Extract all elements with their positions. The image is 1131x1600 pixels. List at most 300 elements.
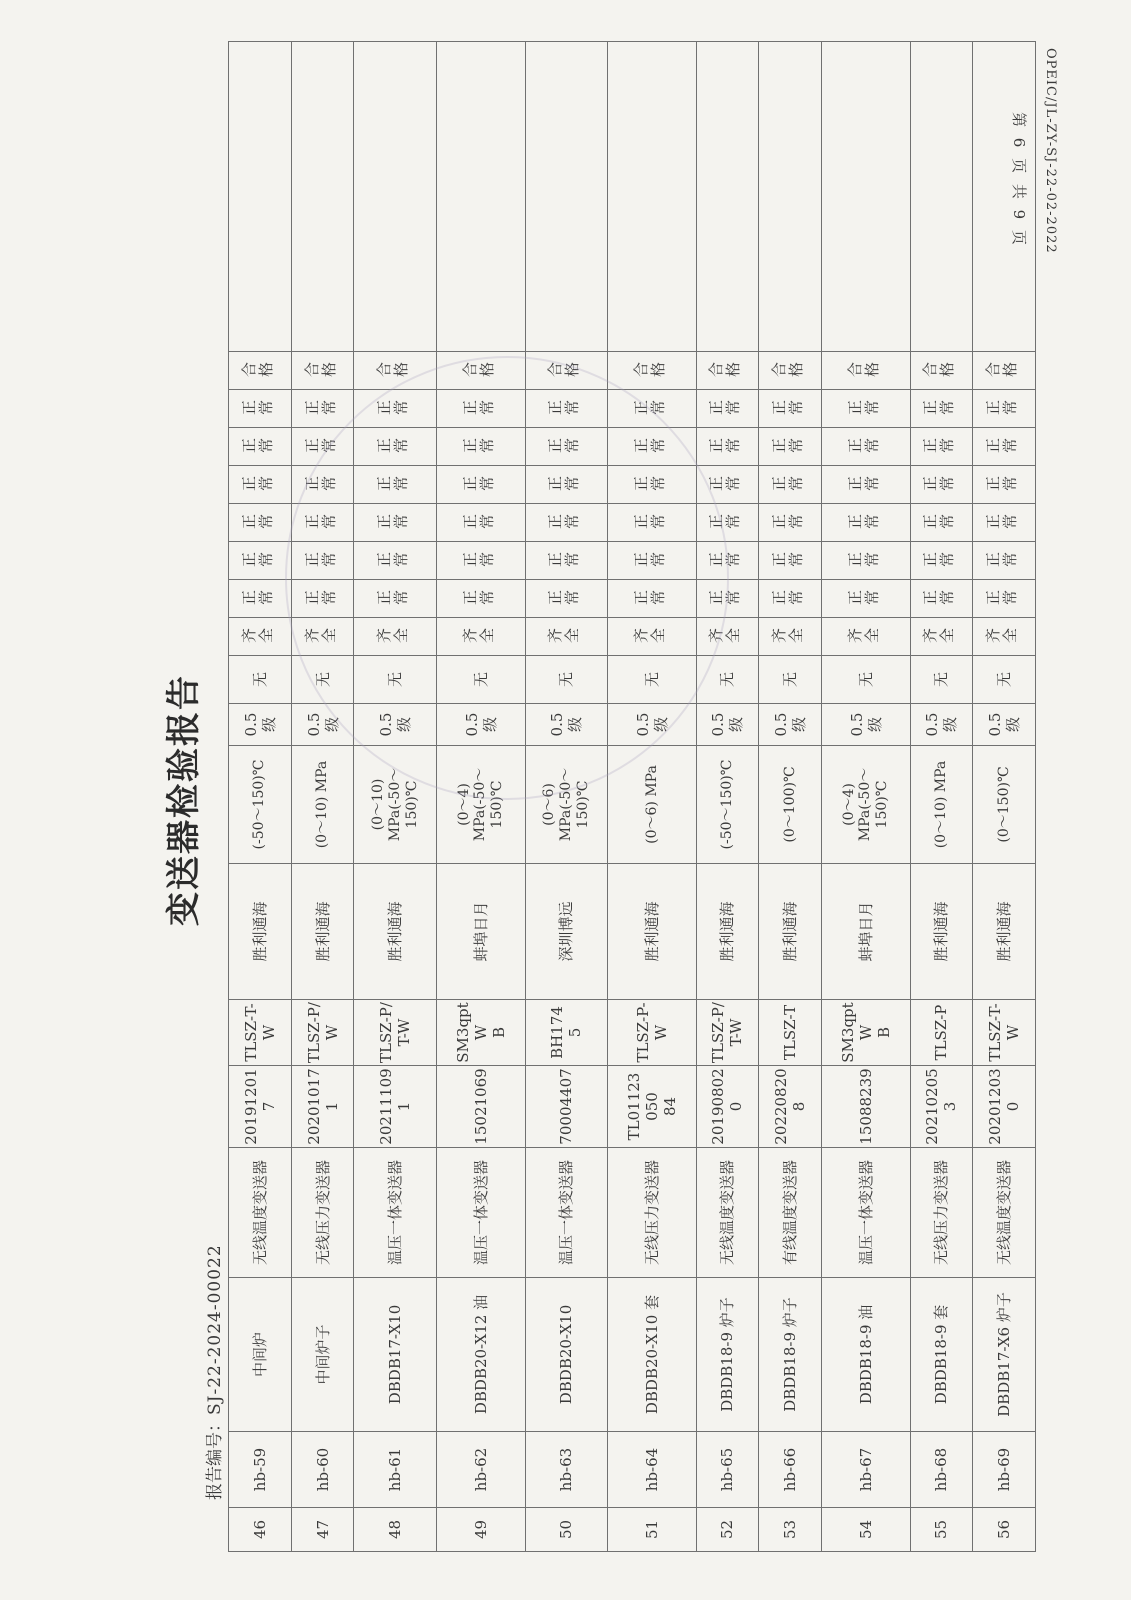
check-item xyxy=(525,390,608,428)
blank-cell xyxy=(608,42,696,352)
check-item-text: 正常 xyxy=(240,589,275,607)
check-item xyxy=(822,542,910,580)
check-item xyxy=(354,542,437,580)
install-location: DBDB17-X10 xyxy=(354,1278,437,1432)
check-item xyxy=(525,504,608,542)
check-item-text: 正常 xyxy=(708,513,743,531)
explosion-label: 无 xyxy=(437,656,525,704)
inspection-result xyxy=(910,352,973,390)
check-item xyxy=(525,618,608,656)
check-item-text: 正常 xyxy=(303,475,338,493)
check-item xyxy=(973,504,1036,542)
check-item xyxy=(437,580,525,618)
inspection-result xyxy=(759,352,822,390)
check-item-text: 正常 xyxy=(461,513,496,531)
explosion-label: 无 xyxy=(291,656,354,704)
install-location: DBDB17-X6 炉子 xyxy=(973,1278,1036,1432)
instrument-name: 无线温度变送器 xyxy=(229,1148,292,1278)
check-item xyxy=(291,504,354,542)
tag-number: hb-67 xyxy=(822,1432,910,1508)
check-item xyxy=(696,390,759,428)
check-item xyxy=(354,428,437,466)
install-location: DBDB20-X10 xyxy=(525,1278,608,1432)
manufacturer: 蚌埠日月 xyxy=(822,864,910,1000)
instrument-name: 温压一体变送器 xyxy=(822,1148,910,1278)
check-item-text: 正常 xyxy=(240,399,275,417)
check-item-text: 正常 xyxy=(846,513,881,531)
inspection-result xyxy=(696,352,759,390)
model-spec: SM3qptW B xyxy=(822,1000,910,1066)
check-item-text: 齐全 xyxy=(708,627,743,645)
row-number: 51 xyxy=(608,1508,696,1552)
check-item xyxy=(229,428,292,466)
model-spec: TLSZ-T- W xyxy=(973,1000,1036,1066)
check-item xyxy=(608,580,696,618)
check-item xyxy=(822,504,910,542)
manufacturer: 深圳博远 xyxy=(525,864,608,1000)
check-item xyxy=(608,428,696,466)
report-number-value: SJ-22-2024-00022 xyxy=(205,1244,225,1415)
measuring-range: (0～150)℃ xyxy=(973,746,1036,864)
check-item-text: 正常 xyxy=(771,475,806,493)
check-item-text: 正常 xyxy=(547,399,582,417)
table-row xyxy=(525,42,608,1552)
check-item xyxy=(822,618,910,656)
inspection-result-text: 合格 xyxy=(985,361,1020,379)
measuring-range: (0～100)℃ xyxy=(759,746,822,864)
check-item xyxy=(696,504,759,542)
table-row xyxy=(608,42,696,1552)
inspection-result-text: 合格 xyxy=(376,361,411,379)
serial-number: 202102053 xyxy=(910,1066,973,1148)
tag-number: hb-65 xyxy=(696,1432,759,1508)
check-item-text: 正常 xyxy=(376,551,411,569)
check-item-text: 正常 xyxy=(461,437,496,455)
model-spec: SM3qptW B xyxy=(437,1000,525,1066)
blank-cell xyxy=(229,42,292,352)
check-item xyxy=(229,390,292,428)
inspection-result-text: 合格 xyxy=(922,361,957,379)
check-item-text: 正常 xyxy=(547,551,582,569)
check-item xyxy=(696,466,759,504)
check-item xyxy=(910,542,973,580)
table-body xyxy=(229,42,1036,1552)
check-item xyxy=(973,428,1036,466)
check-item-text: 正常 xyxy=(771,551,806,569)
check-item xyxy=(910,504,973,542)
install-location: DBDB20-X10 套 xyxy=(608,1278,696,1432)
check-item-text: 正常 xyxy=(376,475,411,493)
check-item xyxy=(291,542,354,580)
check-item xyxy=(229,542,292,580)
inspection-result xyxy=(437,352,525,390)
manufacturer: 胜利通海 xyxy=(973,864,1036,1000)
manufacturer: 胜利通海 xyxy=(696,864,759,1000)
check-item-text: 齐全 xyxy=(303,627,338,645)
row-number: 56 xyxy=(973,1508,1036,1552)
check-item xyxy=(696,618,759,656)
table-row xyxy=(437,42,525,1552)
model-spec: TLSZ-T xyxy=(759,1000,822,1066)
inspection-result-text: 合格 xyxy=(547,361,582,379)
check-item-text: 正常 xyxy=(985,475,1020,493)
check-item xyxy=(354,390,437,428)
model-spec: TLSZ-P/ T-W xyxy=(696,1000,759,1066)
check-item-text: 正常 xyxy=(708,437,743,455)
check-item xyxy=(291,618,354,656)
check-item-text: 正常 xyxy=(771,589,806,607)
check-item xyxy=(229,618,292,656)
check-item xyxy=(291,466,354,504)
check-item xyxy=(822,580,910,618)
install-location: DBDB20-X12 油 xyxy=(437,1278,525,1432)
check-item-text: 正常 xyxy=(632,475,667,493)
inspection-result-text: 合格 xyxy=(632,361,667,379)
check-item xyxy=(822,390,910,428)
page-title: 变送器检验报告 xyxy=(164,674,204,926)
manufacturer: 胜利通海 xyxy=(291,864,354,1000)
install-location: DBDB18-9 油 xyxy=(822,1278,910,1432)
check-item xyxy=(229,466,292,504)
check-item xyxy=(910,466,973,504)
check-item-text: 齐全 xyxy=(461,627,496,645)
check-item xyxy=(525,428,608,466)
blank-cell xyxy=(291,42,354,352)
report-number-label: 报告编号： xyxy=(205,1415,225,1500)
inspection-result xyxy=(525,352,608,390)
check-item xyxy=(229,504,292,542)
serial-number: TL01123050 84 xyxy=(608,1066,696,1148)
check-item-text: 正常 xyxy=(240,551,275,569)
check-item-text: 齐全 xyxy=(632,627,667,645)
check-item-text: 正常 xyxy=(922,399,957,417)
check-item xyxy=(354,466,437,504)
table-row xyxy=(291,42,354,1552)
measuring-range: (0～10) MPa xyxy=(291,746,354,864)
check-item xyxy=(759,466,822,504)
measuring-range: (0～10) MPa xyxy=(910,746,973,864)
row-number: 52 xyxy=(696,1508,759,1552)
check-item-text: 正常 xyxy=(846,437,881,455)
check-item-text: 正常 xyxy=(632,589,667,607)
check-item xyxy=(608,542,696,580)
instrument-name: 无线温度变送器 xyxy=(696,1148,759,1278)
check-item xyxy=(696,428,759,466)
tag-number: hb-64 xyxy=(608,1432,696,1508)
tag-number: hb-68 xyxy=(910,1432,973,1508)
instrument-name: 温压一体变送器 xyxy=(525,1148,608,1278)
check-item-text: 正常 xyxy=(771,437,806,455)
explosion-label: 无 xyxy=(973,656,1036,704)
check-item xyxy=(910,618,973,656)
check-item-text: 正常 xyxy=(922,589,957,607)
manufacturer: 蚌埠日月 xyxy=(437,864,525,1000)
inspection-result-text: 合格 xyxy=(771,361,806,379)
check-item-text: 正常 xyxy=(632,513,667,531)
model-spec: TLSZ-P- W xyxy=(608,1000,696,1066)
tag-number: hb-66 xyxy=(759,1432,822,1508)
check-item xyxy=(437,390,525,428)
check-item-text: 正常 xyxy=(922,437,957,455)
check-item-text: 正常 xyxy=(303,589,338,607)
check-item xyxy=(437,466,525,504)
inspection-result xyxy=(822,352,910,390)
accuracy-class: 0.5 级 xyxy=(759,704,822,746)
row-number: 55 xyxy=(910,1508,973,1552)
check-item xyxy=(759,390,822,428)
inspection-result-text: 合格 xyxy=(303,361,338,379)
serial-number: 202010171 xyxy=(291,1066,354,1148)
check-item xyxy=(437,542,525,580)
check-item-text: 正常 xyxy=(846,399,881,417)
install-location: 中间炉子 xyxy=(291,1278,354,1432)
check-item-text: 正常 xyxy=(846,475,881,493)
serial-number: 202012030 xyxy=(973,1066,1036,1148)
table-row xyxy=(759,42,822,1552)
inspection-result xyxy=(229,352,292,390)
inspection-result xyxy=(608,352,696,390)
check-item xyxy=(759,504,822,542)
measuring-range: (0～4) MPa(-50～ 150)℃ xyxy=(437,746,525,864)
check-item-text: 正常 xyxy=(985,551,1020,569)
check-item-text: 正常 xyxy=(632,551,667,569)
check-item xyxy=(759,542,822,580)
check-item-text: 正常 xyxy=(846,551,881,569)
check-item xyxy=(910,390,973,428)
model-spec: TLSZ-P/ T-W xyxy=(354,1000,437,1066)
check-item-text: 正常 xyxy=(922,513,957,531)
check-item-text: 正常 xyxy=(985,437,1020,455)
check-item-text: 齐全 xyxy=(240,627,275,645)
check-item-text: 正常 xyxy=(708,589,743,607)
check-item xyxy=(525,466,608,504)
table-row xyxy=(973,42,1036,1552)
blank-cell xyxy=(822,42,910,352)
inspection-result-text: 合格 xyxy=(461,361,496,379)
check-item xyxy=(608,618,696,656)
explosion-label: 无 xyxy=(696,656,759,704)
accuracy-class: 0.5 级 xyxy=(822,704,910,746)
model-spec: BH1745 xyxy=(525,1000,608,1066)
model-spec: TLSZ-T- W xyxy=(229,1000,292,1066)
check-item-text: 正常 xyxy=(376,589,411,607)
inspection-result xyxy=(291,352,354,390)
explosion-label: 无 xyxy=(759,656,822,704)
check-item-text: 正常 xyxy=(547,475,582,493)
check-item xyxy=(973,618,1036,656)
model-spec: TLSZ-P/ W xyxy=(291,1000,354,1066)
check-item-text: 正常 xyxy=(303,513,338,531)
check-item-text: 正常 xyxy=(240,475,275,493)
check-item xyxy=(291,580,354,618)
install-location: 中间炉 xyxy=(229,1278,292,1432)
check-item xyxy=(437,428,525,466)
check-item xyxy=(608,466,696,504)
install-location: DBDB18-9 套 xyxy=(910,1278,973,1432)
serial-number: 202208208 xyxy=(759,1066,822,1148)
check-item xyxy=(291,390,354,428)
tag-number: hb-69 xyxy=(973,1432,1036,1508)
inspection-result xyxy=(354,352,437,390)
check-item-text: 正常 xyxy=(771,399,806,417)
serial-number: 202111091 xyxy=(354,1066,437,1148)
check-item-text: 正常 xyxy=(985,513,1020,531)
check-item-text: 正常 xyxy=(240,513,275,531)
inspection-result-text: 合格 xyxy=(708,361,743,379)
instrument-name: 无线温度变送器 xyxy=(973,1148,1036,1278)
check-item-text: 正常 xyxy=(708,399,743,417)
check-item-text: 正常 xyxy=(632,399,667,417)
check-item xyxy=(973,390,1036,428)
check-item-text: 正常 xyxy=(376,399,411,417)
explosion-label: 无 xyxy=(608,656,696,704)
page-number: 第 6 页 共 9 页 xyxy=(1010,112,1028,248)
serial-number: 70004407 xyxy=(525,1066,608,1148)
instrument-name: 温压一体变送器 xyxy=(354,1148,437,1278)
inspection-table xyxy=(228,41,1036,1552)
check-item-text: 正常 xyxy=(303,399,338,417)
blank-cell xyxy=(354,42,437,352)
manufacturer: 胜利通海 xyxy=(354,864,437,1000)
tag-number: hb-62 xyxy=(437,1432,525,1508)
row-number: 47 xyxy=(291,1508,354,1552)
check-item-text: 正常 xyxy=(708,475,743,493)
measuring-range: (-50～150)℃ xyxy=(696,746,759,864)
row-number: 49 xyxy=(437,1508,525,1552)
check-item-text: 正常 xyxy=(846,589,881,607)
manufacturer: 胜利通海 xyxy=(229,864,292,1000)
instrument-name: 温压一体变送器 xyxy=(437,1148,525,1278)
serial-number: 201912017 xyxy=(229,1066,292,1148)
row-number: 50 xyxy=(525,1508,608,1552)
check-item xyxy=(822,428,910,466)
check-item-text: 正常 xyxy=(547,513,582,531)
explosion-label: 无 xyxy=(910,656,973,704)
check-item xyxy=(696,580,759,618)
inspection-result-text: 合格 xyxy=(846,361,881,379)
check-item-text: 正常 xyxy=(547,589,582,607)
check-item xyxy=(759,618,822,656)
check-item-text: 正常 xyxy=(547,437,582,455)
tag-number: hb-59 xyxy=(229,1432,292,1508)
check-item xyxy=(229,580,292,618)
check-item-text: 正常 xyxy=(461,399,496,417)
manufacturer: 胜利通海 xyxy=(759,864,822,1000)
measuring-range: (0～4) MPa(-50～ 150)℃ xyxy=(822,746,910,864)
accuracy-class: 0.5 级 xyxy=(910,704,973,746)
instrument-name: 无线压力变送器 xyxy=(608,1148,696,1278)
check-item-text: 齐全 xyxy=(771,627,806,645)
explosion-label: 无 xyxy=(525,656,608,704)
table-row xyxy=(229,42,292,1552)
inspection-result-text: 合格 xyxy=(240,361,275,379)
report-number xyxy=(200,900,225,1500)
check-item-text: 正常 xyxy=(922,551,957,569)
check-item xyxy=(759,580,822,618)
check-item-text: 正常 xyxy=(985,399,1020,417)
check-item xyxy=(973,542,1036,580)
check-item-text: 正常 xyxy=(632,437,667,455)
check-item-text: 正常 xyxy=(461,551,496,569)
check-item xyxy=(437,618,525,656)
measuring-range: (0～6) MPa xyxy=(608,746,696,864)
tag-number: hb-60 xyxy=(291,1432,354,1508)
row-number: 53 xyxy=(759,1508,822,1552)
blank-cell xyxy=(437,42,525,352)
row-number: 54 xyxy=(822,1508,910,1552)
tag-number: hb-61 xyxy=(354,1432,437,1508)
explosion-label: 无 xyxy=(229,656,292,704)
model-spec: TLSZ-P xyxy=(910,1000,973,1066)
install-location: DBDB18-9 炉子 xyxy=(759,1278,822,1432)
table-row xyxy=(910,42,973,1552)
check-item xyxy=(291,428,354,466)
accuracy-class: 0.5 级 xyxy=(437,704,525,746)
accuracy-class: 0.5 级 xyxy=(608,704,696,746)
accuracy-class: 0.5 级 xyxy=(973,704,1036,746)
check-item xyxy=(525,580,608,618)
measuring-range: (-50～150)℃ xyxy=(229,746,292,864)
accuracy-class: 0.5 级 xyxy=(525,704,608,746)
accuracy-class: 0.5 级 xyxy=(354,704,437,746)
check-item xyxy=(354,580,437,618)
check-item xyxy=(608,504,696,542)
blank-cell xyxy=(910,42,973,352)
measuring-range: (0～10) MPa(-50～ 150)℃ xyxy=(354,746,437,864)
serial-number: 201908020 xyxy=(696,1066,759,1148)
accuracy-class: 0.5 级 xyxy=(229,704,292,746)
blank-cell xyxy=(759,42,822,352)
check-item xyxy=(759,428,822,466)
instrument-name: 有线温度变送器 xyxy=(759,1148,822,1278)
row-number: 46 xyxy=(229,1508,292,1552)
check-item-text: 正常 xyxy=(708,551,743,569)
check-item-text: 齐全 xyxy=(922,627,957,645)
check-item-text: 正常 xyxy=(376,513,411,531)
check-item-text: 齐全 xyxy=(547,627,582,645)
accuracy-class: 0.5 级 xyxy=(291,704,354,746)
check-item xyxy=(973,466,1036,504)
table-row xyxy=(696,42,759,1552)
blank-cell xyxy=(525,42,608,352)
row-number: 48 xyxy=(354,1508,437,1552)
measuring-range: (0～6) MPa(-50～ 150)℃ xyxy=(525,746,608,864)
accuracy-class: 0.5 级 xyxy=(696,704,759,746)
check-item-text: 齐全 xyxy=(985,627,1020,645)
install-location: DBDB18-9 炉子 xyxy=(696,1278,759,1432)
check-item-text: 正常 xyxy=(985,589,1020,607)
check-item xyxy=(696,542,759,580)
check-item-text: 正常 xyxy=(303,551,338,569)
check-item xyxy=(354,618,437,656)
instrument-name: 无线压力变送器 xyxy=(291,1148,354,1278)
serial-number: 15021069 xyxy=(437,1066,525,1148)
check-item xyxy=(910,580,973,618)
blank-cell xyxy=(696,42,759,352)
manufacturer: 胜利通海 xyxy=(608,864,696,1000)
check-item xyxy=(910,428,973,466)
check-item-text: 正常 xyxy=(240,437,275,455)
explosion-label: 无 xyxy=(822,656,910,704)
instrument-name: 无线压力变送器 xyxy=(910,1148,973,1278)
table-row xyxy=(354,42,437,1552)
check-item xyxy=(822,466,910,504)
table-row xyxy=(822,42,910,1552)
explosion-label: 无 xyxy=(354,656,437,704)
check-item xyxy=(973,580,1036,618)
serial-number: 15088239 xyxy=(822,1066,910,1148)
check-item-text: 正常 xyxy=(303,437,338,455)
